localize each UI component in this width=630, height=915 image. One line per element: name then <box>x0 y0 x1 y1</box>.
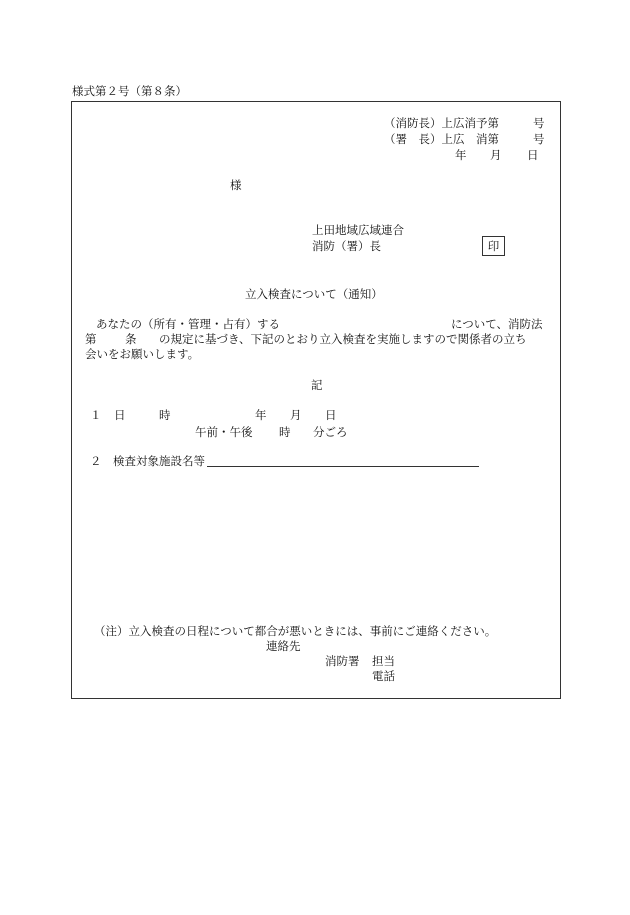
item2-label: 検査対象施設名等 <box>113 454 205 468</box>
body-article-label: 第 <box>85 332 97 346</box>
body-line3: 会いをお願いします。 <box>85 347 200 361</box>
body-line1-right: について、消防法 <box>451 317 543 331</box>
item1-date-label: 日 <box>325 408 337 422</box>
item1-month-label: 月 <box>290 408 302 422</box>
body-line1-left: あなたの（所有・管理・占有）する <box>96 317 280 331</box>
item1-day-label: 日 <box>114 408 126 422</box>
sender-organization: 上田地域広域連合 <box>312 223 404 237</box>
item1-minute-label: 分ごろ <box>313 425 348 439</box>
addressee-honorific: 様 <box>230 178 242 192</box>
contact-department: 消防署 <box>325 654 360 668</box>
sender-title: 消防（署）長 <box>312 239 381 253</box>
contact-label: 連絡先 <box>266 639 301 653</box>
item1-ampm-label: 午前・午後 <box>195 425 253 439</box>
item1-hour-label: 時 <box>279 425 291 439</box>
date-day-label: 日 <box>527 148 539 162</box>
contact-phone: 電話 <box>372 669 395 683</box>
ref-number-chief-suffix: 号 <box>533 116 545 130</box>
item1-time-label: 時 <box>159 408 171 422</box>
item2-number: ２ <box>90 454 102 468</box>
ref-number-chief: （消防長）上広消予第 <box>384 116 499 130</box>
form-number-label: 様式第２号（第８条） <box>72 84 187 98</box>
document-title: 立入検査について（通知） <box>245 287 383 301</box>
facility-name-field <box>207 466 479 467</box>
form-frame <box>71 101 561 699</box>
item1-number: １ <box>90 408 102 422</box>
contact-person: 担当 <box>372 654 395 668</box>
date-year-label: 年 <box>455 148 467 162</box>
note-text: （注）立入検査の日程について都合が悪いときには、事前にご連絡ください。 <box>94 624 497 638</box>
ref-number-station: （署 長）上広 消第 <box>384 132 499 146</box>
item1-year-label: 年 <box>255 408 267 422</box>
body-clause-label: 条 <box>125 332 137 346</box>
notation-ki: 記 <box>311 378 323 392</box>
ref-number-station-suffix: 号 <box>533 132 545 146</box>
seal-stamp: 印 <box>482 236 505 256</box>
date-month-label: 月 <box>490 148 502 162</box>
body-line2-text: の規定に基づき、下記のとおり立入検査を実施しますので関係者の立ち <box>159 332 527 346</box>
